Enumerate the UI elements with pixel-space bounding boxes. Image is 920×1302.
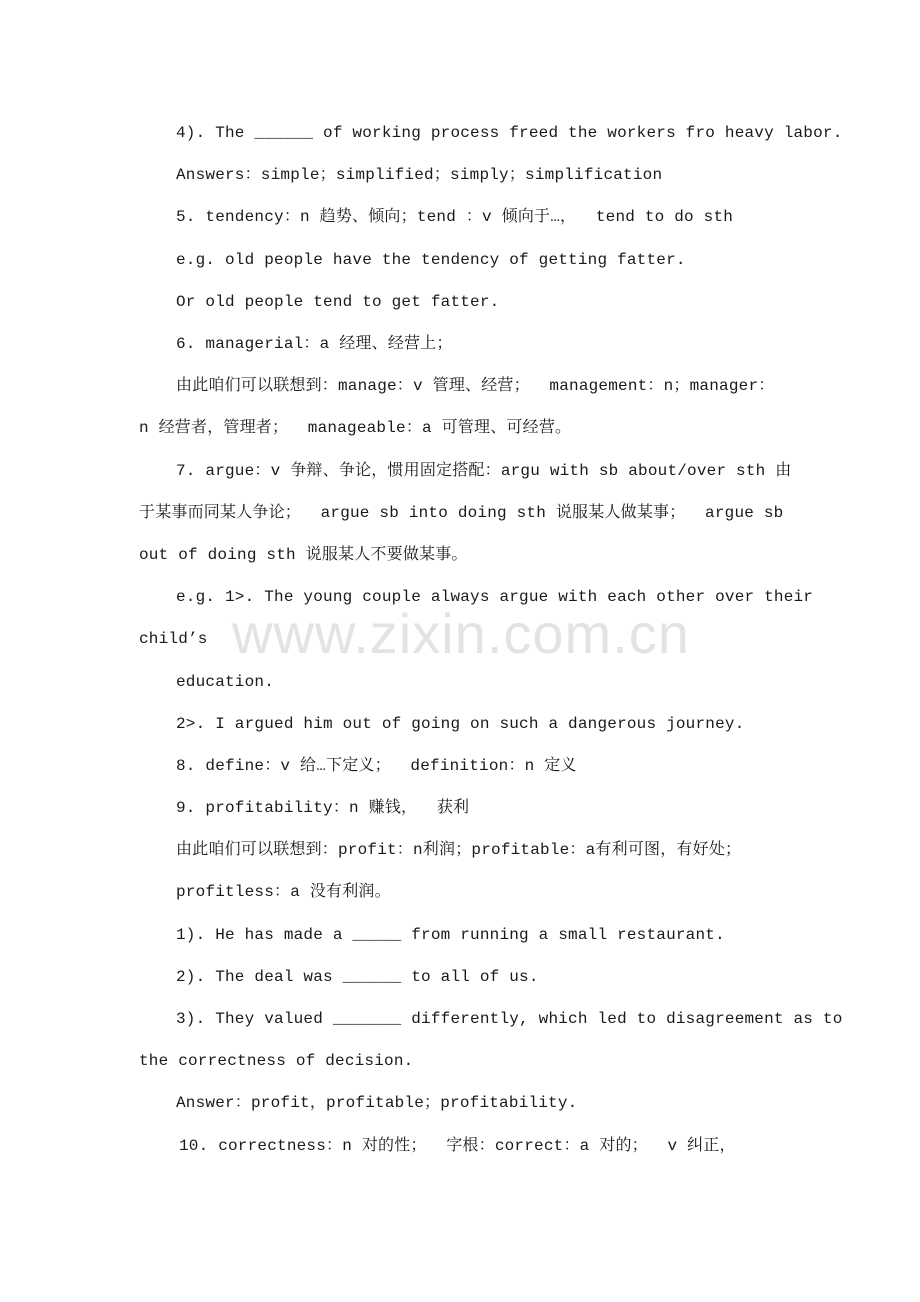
text-line: 3). They valued _______ differently, which led to disagreement as to: [176, 1010, 843, 1028]
text-line: Answers：simple；simplified；simply；simplification: [176, 166, 663, 184]
text-line: 6. managerial：a 经理、经营上；: [176, 335, 453, 353]
text-line: 5. tendency：n 趋势、倾向；tend ：v 倾向于…， tend to do sth: [176, 208, 734, 226]
text-line: 2>. I argued him out of going on such a dangerous journey.: [176, 715, 745, 733]
text-line: 8. define：v 给…下定义； definition：n 定义: [176, 757, 577, 775]
text-line: profitless：a 没有利润。: [176, 883, 391, 901]
text-line: 由此咱们可以联想到：manage：v 管理、经营； management：n；manager：: [176, 377, 775, 395]
text-line: 于某事而同某人争论； argue sb into doing sth 说服某人做某事； argue sb: [139, 504, 784, 522]
text-line: Or old people tend to get fatter.: [176, 293, 500, 311]
text-line: education.: [176, 673, 275, 691]
watermark: www.zixin.com.cn: [232, 602, 690, 665]
text-line: Answer：profit，profitable；profitability.: [176, 1094, 578, 1112]
text-line: 1). He has made a _____ from running a small restaurant.: [176, 926, 725, 944]
text-line: 10. correctness：n 对的性； 字根：correct：a 对的； v 纠正，: [179, 1137, 736, 1155]
text-line: e.g. 1>. The young couple always argue with each other over their: [176, 588, 814, 606]
text-line: 4). The ______ of working process freed the workers fro heavy labor.: [176, 124, 843, 142]
text-line: n 经营者，管理者； manageable：a 可管理、可经营。: [139, 419, 572, 437]
text-line: 2). The deal was ______ to all of us.: [176, 968, 539, 986]
text-line: e.g. old people have the tendency of getting fatter.: [176, 251, 686, 269]
text-line: 由此咱们可以联想到：profit：n利润；profitable：a有利可图，有好处；: [176, 841, 742, 859]
text-line: the correctness of decision.: [139, 1052, 414, 1070]
text-line: 9. profitability：n 赚钱， 获利: [176, 799, 470, 817]
text-line: 7. argue：v 争辩、争论，惯用固定搭配：argu with sb about/over sth 由: [176, 462, 792, 480]
text-line: out of doing sth 说服某人不要做某事。: [139, 546, 468, 564]
text-line: child’s: [139, 630, 208, 648]
